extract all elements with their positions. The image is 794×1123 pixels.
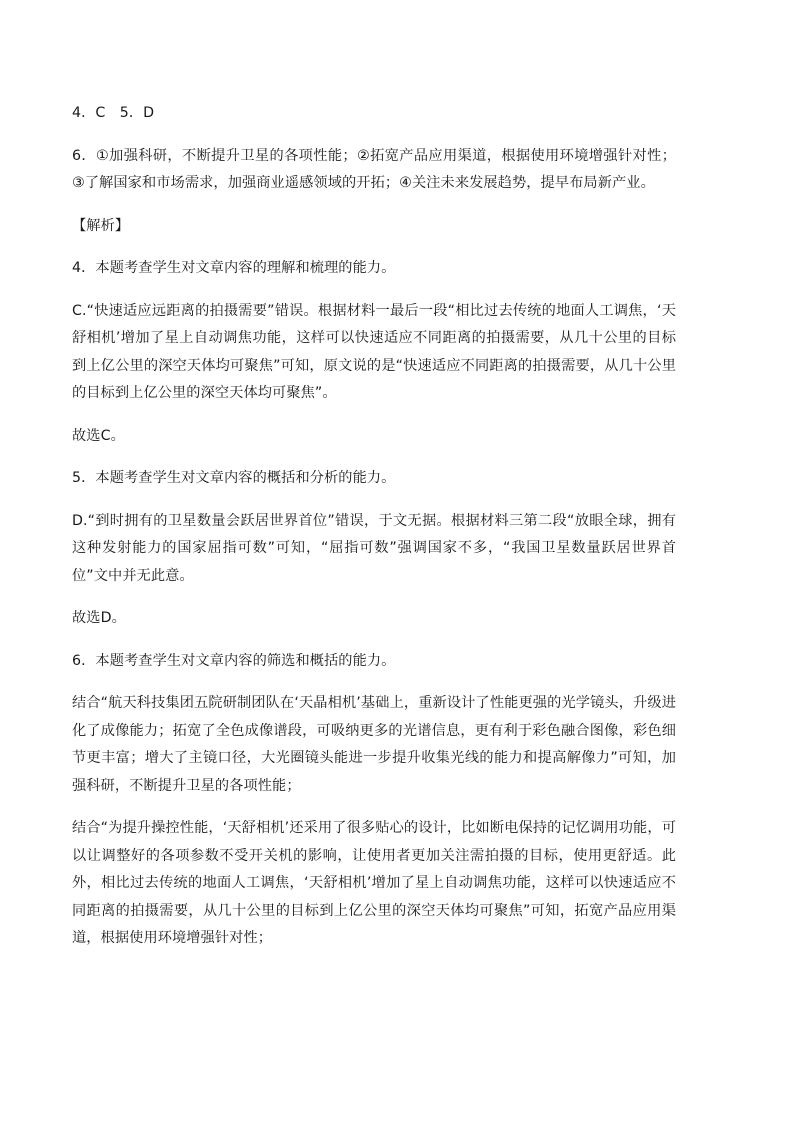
analysis-5-intro: 5．本题考查学生对文章内容的概括和分析的能力。 [72,470,396,486]
analysis-4-intro: 4．本题考查学生对文章内容的理解和梳理的能力。 [72,260,396,276]
analysis-5-body: D.“到时拥有的卫星数量会跃居世界首位”错误，于文无据。根据材料三第二段“放眼全球，拥有这种发射能力的国家屈指可数”可知，“屈指可数”强调国家不多，“我国卫星数量跃居世界首位”文中并无此意。 [72,512,676,584]
analysis-6-point-2: 结合“为提升操控性能，‘天舒相机’还采用了很多贴心的设计，比如断电保持的记忆调用功能，可以让调整好的各项参数不受开关机的影响，让使用者更加关注需拍摄的目标，使用更舒适。此外，相比过去传统的地面人工调焦，‘天舒相机’增加了星上自动调焦功能，这样可以快速适应不同距离的拍摄需要，从几十公里的目标到上亿公里的深空天体均可聚焦”可知，拓宽产品应用渠道，根据使用环境增强针对性； [72,820,676,946]
analysis-4-choice: 故选C。 [72,427,125,444]
answer-line-4-5: 4．C 5．D [72,105,155,121]
analysis-6-point-1: 结合“航天科技集团五院研制团队在‘天晶相机’基础上，重新设计了性能更强的光学镜头，升级进化了成像能力；拓宽了全色成像谱段，可吸纳更多的光谱信息，更有利于彩色融合图像，彩色细节更丰富；增大了主镜口径，大光圈镜头能进一步提升收集光线的能力和提高解像力”可知，加强科研，不断提升卫星的各项性能； [72,695,676,794]
analysis-4-body: C.“快速适应远距离的拍摄需要”错误。根据材料一最后一段“相比过去传统的地面人工调焦，‘天舒相机’增加了星上自动调焦功能，这样可以快速适应不同距离的拍摄需要，从几十公里的目标到上亿公里的深空天体均可聚焦”可知，原文说的是“快速适应不同距离的拍摄需要，从几十公里的目标到上亿公里的深空天体均可聚焦”。 [72,302,676,401]
analysis-6-intro: 6．本题考查学生对文章内容的筛选和概括的能力。 [72,652,396,669]
answer-6: 6．①加强科研，不断提升卫星的各项性能；②拓宽产品应用渠道，根据使用环境增强针对性；③了解国家和市场需求，加强商业遥感领域的开拓；④关注未来发展趋势，提早布局新产业。 [72,147,676,191]
document-body [72,100,676,953]
analysis-5-choice: 故选D。 [72,610,126,626]
analysis-heading: 【解析】 [72,217,130,234]
